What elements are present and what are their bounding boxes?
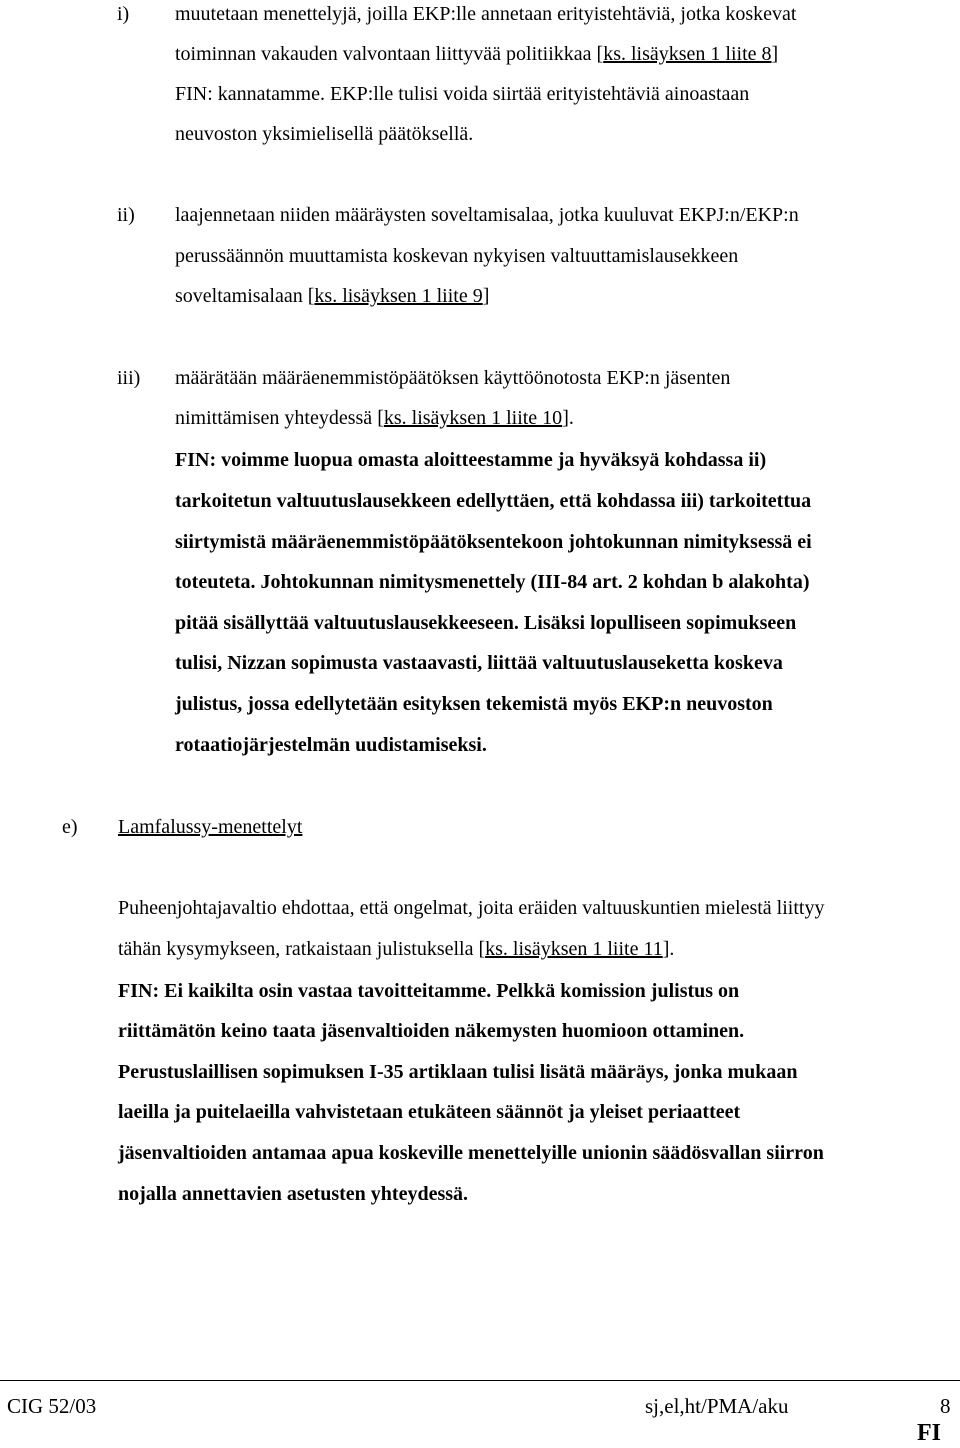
item-i-line-3: FIN: kannatamme. EKP:lle tulisi voida siirtää erityistehtäviä ainoastaan [175,83,750,105]
section-e-paragraph-line-2: tähän kysymykseen, ratkaistaan julistuksella [ks. lisäyksen 1 liite 11]. [118,938,675,960]
item-label-i: i) [117,3,130,25]
fin-comment-e-line-4: laeilla ja puitelaeilla vahvistetaan etukäteen säännöt ja yleiset periaatteet [118,1101,741,1123]
footer-page-number: 8 [940,1394,951,1418]
fin-comment-iii-line-6: tulisi, Nizzan sopimusta vastaavasti, liittää valtuutuslauseketta koskeva [175,652,783,674]
fin-comment-iii-line-1: FIN: voimme luopua omasta aloitteestamme ja hyväksyä kohdassa ii) [175,449,767,471]
footer-divider [0,1380,960,1381]
fin-comment-e-line-5: jäsenvaltioiden antamaa apua koskeville menettelyille unionin säädösvallan siirron [118,1142,824,1164]
reference-link-annex-9[interactable]: ks. lisäyksen 1 liite 9 [314,285,483,307]
fin-comment-e-line-3: Perustuslaillisen sopimuksen I-35 artiklaan tulisi lisätä määräys, jonka mukaan [118,1061,798,1083]
item-i-line-2: toiminnan vakauden valvontaan liittyvää politiikkaa [ks. lisäyksen 1 liite 8] [175,43,779,65]
fin-comment-iii-line-8: rotaatiojärjestelmän uudistamiseksi. [175,734,487,756]
footer-language-code: FI [917,1420,941,1446]
section-heading-lamfalussy: Lamfalussy-menettelyt [118,816,303,838]
fin-comment-iii-line-7: julistus, jossa edellytetään esityksen tekemistä myös EKP:n neuvoston [175,693,773,715]
item-i-line-4: neuvoston yksimielisellä päätöksellä. [175,123,474,145]
fin-comment-e-line-6: nojalla annettavien asetusten yhteydessä. [118,1183,469,1205]
fin-comment-e-line-2: riittämätön keino taata jäsenvaltioiden näkemysten huomioon ottaminen. [118,1020,745,1042]
item-ii-line-1: laajennetaan niiden määräysten soveltamisalaa, jotka kuuluvat EKPJ:n/EKP:n [175,204,799,226]
item-label-ii: ii) [117,204,135,226]
item-iii-line-1: määrätään määräenemmistöpäätöksen käyttöönotosta EKP:n jäsenten [175,367,731,389]
footer-document-reference: CIG 52/03 [7,1394,97,1418]
item-iii-line-2: nimittämisen yhteydessä [ks. lisäyksen 1 liite 10]. [175,407,574,429]
section-e-paragraph-line-1: Puheenjohtajavaltio ehdottaa, että ongelmat, joita eräiden valtuuskuntien mielestä liittyy [118,897,825,919]
fin-comment-iii-line-3: siirtymistä määräenemmistöpäätöksentekoon johtokunnan nimityksessä ei [175,531,812,553]
item-label-iii: iii) [117,367,141,389]
item-i-line-1: muutetaan menettelyjä, joilla EKP:lle annetaan erityistehtäviä, jotka koskevat [175,3,797,25]
fin-comment-e-line-1: FIN: Ei kaikilta osin vastaa tavoitteitamme. Pelkkä komission julistus on [118,980,740,1002]
footer-initials: sj,el,ht/PMA/aku [645,1394,789,1418]
fin-comment-iii-line-4: toteuteta. Johtokunnan nimitysmenettely (III-84 art. 2 kohdan b alakohta) [175,571,810,593]
section-label-e: e) [62,816,78,838]
item-ii-line-3: soveltamisalaan [ks. lisäyksen 1 liite 9] [175,285,490,307]
reference-link-annex-11[interactable]: ks. lisäyksen 1 liite 11 [485,938,663,960]
fin-comment-iii-line-5: pitää sisällyttää valtuutuslausekkeeseen. Lisäksi lopulliseen sopimukseen [175,612,797,634]
reference-link-annex-8[interactable]: ks. lisäyksen 1 liite 8 [603,43,772,65]
fin-comment-iii-line-2: tarkoitetun valtuutuslausekkeen edellyttäen, että kohdassa iii) tarkoitettua [175,490,812,512]
item-ii-line-2: perussäännön muuttamista koskevan nykyisen valtuuttamislausekkeen [175,245,739,267]
reference-link-annex-10[interactable]: ks. lisäyksen 1 liite 10 [383,407,563,429]
